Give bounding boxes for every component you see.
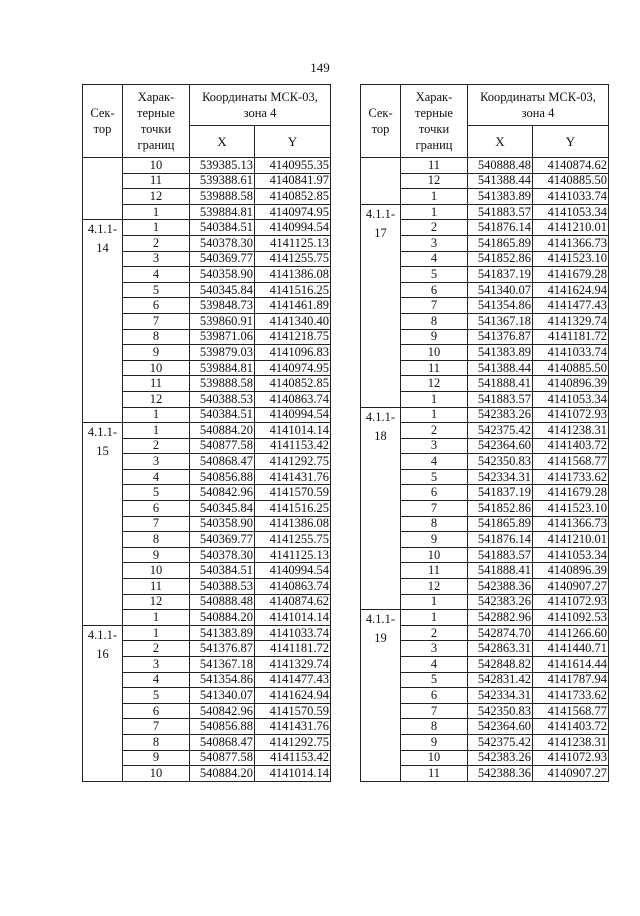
x-coordinate-cell: 542863.31 (468, 641, 533, 657)
y-coordinate-cell: 4141072.93 (533, 594, 609, 610)
point-number-cell: 3 (401, 641, 468, 657)
y-coordinate-cell: 4141053.34 (533, 547, 609, 563)
point-number-cell: 1 (123, 625, 190, 641)
y-coordinate-cell: 4141431.76 (255, 719, 331, 735)
point-number-cell: 11 (123, 376, 190, 392)
x-coordinate-cell: 540384.51 (190, 407, 255, 423)
x-coordinate-cell: 541354.86 (468, 298, 533, 314)
point-number-cell: 12 (123, 391, 190, 407)
x-coordinate-cell: 541340.07 (190, 688, 255, 704)
x-coordinate-cell: 541837.19 (468, 267, 533, 283)
point-number-cell: 1 (123, 423, 190, 439)
y-coordinate-cell: 4140852.85 (255, 376, 331, 392)
y-coordinate-cell: 4141679.28 (533, 485, 609, 501)
y-coordinate-cell: 4141787.94 (533, 672, 609, 688)
header-boundary-points: Харак-терные точки границ (123, 85, 190, 158)
x-coordinate-cell: 539848.73 (190, 298, 255, 314)
y-coordinate-cell: 4141238.31 (533, 734, 609, 750)
x-coordinate-cell: 540388.53 (190, 579, 255, 595)
x-coordinate-cell: 540345.84 (190, 282, 255, 298)
y-coordinate-cell: 4141072.93 (533, 750, 609, 766)
header-coordinates: Координаты МСК-03, зона 4 (468, 85, 609, 126)
point-number-cell: 8 (401, 313, 468, 329)
point-number-cell: 6 (123, 501, 190, 517)
y-coordinate-cell: 4141568.77 (533, 703, 609, 719)
y-coordinate-cell: 4141570.59 (255, 703, 331, 719)
x-coordinate-cell: 540384.51 (190, 563, 255, 579)
x-coordinate-cell: 540842.96 (190, 485, 255, 501)
point-number-cell: 8 (123, 532, 190, 548)
point-number-cell: 9 (123, 750, 190, 766)
x-coordinate-cell: 542848.82 (468, 657, 533, 673)
x-coordinate-cell: 539879.03 (190, 345, 255, 361)
point-number-cell: 2 (401, 220, 468, 236)
y-coordinate-cell: 4141210.01 (533, 532, 609, 548)
x-coordinate-cell: 541376.87 (468, 329, 533, 345)
point-number-cell: 3 (123, 657, 190, 673)
point-number-cell: 8 (123, 734, 190, 750)
point-number-cell: 1 (401, 407, 468, 423)
point-number-cell: 1 (123, 204, 190, 220)
x-coordinate-cell: 542350.83 (468, 454, 533, 470)
y-coordinate-cell: 4140896.39 (533, 376, 609, 392)
x-coordinate-cell: 540842.96 (190, 703, 255, 719)
header-x: X (468, 126, 533, 158)
coordinates-table-left (82, 84, 331, 782)
point-number-cell: 6 (123, 298, 190, 314)
y-coordinate-cell: 4140885.50 (533, 173, 609, 189)
y-coordinate-cell: 4141266.60 (533, 625, 609, 641)
x-coordinate-cell: 540884.20 (190, 423, 255, 439)
x-coordinate-cell: 541883.57 (468, 547, 533, 563)
x-coordinate-cell: 539385.13 (190, 158, 255, 174)
y-coordinate-cell: 4141403.72 (533, 438, 609, 454)
x-coordinate-cell: 539888.58 (190, 376, 255, 392)
y-coordinate-cell: 4141033.74 (255, 625, 331, 641)
point-number-cell: 11 (123, 579, 190, 595)
x-coordinate-cell: 541852.86 (468, 501, 533, 517)
sector-cell: 4.1.1-18 (361, 407, 401, 610)
x-coordinate-cell: 539888.58 (190, 189, 255, 205)
x-coordinate-cell: 542350.83 (468, 703, 533, 719)
point-number-cell: 4 (401, 251, 468, 267)
x-coordinate-cell: 541852.86 (468, 251, 533, 267)
y-coordinate-cell: 4141440.71 (533, 641, 609, 657)
point-number-cell: 6 (401, 688, 468, 704)
x-coordinate-cell: 540877.58 (190, 438, 255, 454)
y-coordinate-cell: 4141053.34 (533, 204, 609, 220)
point-number-cell: 7 (123, 719, 190, 735)
header-coordinates: Координаты МСК-03, зона 4 (190, 85, 331, 126)
y-coordinate-cell: 4141125.13 (255, 547, 331, 563)
sector-cell: 4.1.1-19 (361, 610, 401, 782)
point-number-cell: 5 (123, 688, 190, 704)
point-number-cell: 11 (123, 173, 190, 189)
y-coordinate-cell: 4141516.25 (255, 501, 331, 517)
header-y: Y (533, 126, 609, 158)
y-coordinate-cell: 4141733.62 (533, 469, 609, 485)
header-sector: Сек-тор (83, 85, 123, 158)
y-coordinate-cell: 4140974.95 (255, 204, 331, 220)
y-coordinate-cell: 4141523.10 (533, 501, 609, 517)
x-coordinate-cell: 540877.58 (190, 750, 255, 766)
x-coordinate-cell: 540358.90 (190, 267, 255, 283)
x-coordinate-cell: 541383.89 (468, 345, 533, 361)
point-number-cell: 9 (123, 547, 190, 563)
y-coordinate-cell: 4141366.73 (533, 235, 609, 251)
x-coordinate-cell: 542334.31 (468, 469, 533, 485)
x-coordinate-cell: 541865.89 (468, 235, 533, 251)
point-number-cell: 7 (401, 703, 468, 719)
x-coordinate-cell: 542383.26 (468, 750, 533, 766)
x-coordinate-cell: 541340.07 (468, 282, 533, 298)
x-coordinate-cell: 541367.18 (468, 313, 533, 329)
point-number-cell: 1 (401, 391, 468, 407)
x-coordinate-cell: 542383.26 (468, 594, 533, 610)
y-coordinate-cell: 4141014.14 (255, 423, 331, 439)
x-coordinate-cell: 540369.77 (190, 251, 255, 267)
x-coordinate-cell: 540378.30 (190, 547, 255, 563)
point-number-cell: 9 (123, 345, 190, 361)
point-number-cell: 9 (401, 329, 468, 345)
table-row (361, 407, 609, 423)
point-number-cell: 6 (401, 282, 468, 298)
y-coordinate-cell: 4141153.42 (255, 438, 331, 454)
x-coordinate-cell: 542874.70 (468, 625, 533, 641)
point-number-cell: 10 (123, 563, 190, 579)
y-coordinate-cell: 4140885.50 (533, 360, 609, 376)
y-coordinate-cell: 4141733.62 (533, 688, 609, 704)
y-coordinate-cell: 4141403.72 (533, 719, 609, 735)
point-number-cell: 1 (123, 407, 190, 423)
point-number-cell: 2 (123, 641, 190, 657)
y-coordinate-cell: 4141096.83 (255, 345, 331, 361)
point-number-cell: 10 (401, 345, 468, 361)
point-number-cell: 8 (401, 719, 468, 735)
point-number-cell: 3 (401, 235, 468, 251)
point-number-cell: 7 (123, 516, 190, 532)
point-number-cell: 5 (401, 267, 468, 283)
header-boundary-points: Харак-терные точки границ (401, 85, 468, 158)
y-coordinate-cell: 4141238.31 (533, 423, 609, 439)
y-coordinate-cell: 4141329.74 (255, 657, 331, 673)
x-coordinate-cell: 541383.89 (190, 625, 255, 641)
table-row (361, 610, 609, 626)
x-coordinate-cell: 541837.19 (468, 485, 533, 501)
y-coordinate-cell: 4140994.54 (255, 220, 331, 236)
header-y: Y (255, 126, 331, 158)
point-number-cell: 2 (401, 423, 468, 439)
x-coordinate-cell: 540856.88 (190, 469, 255, 485)
x-coordinate-cell: 542388.36 (468, 579, 533, 595)
x-coordinate-cell: 541888.41 (468, 563, 533, 579)
y-coordinate-cell: 4141614.44 (533, 657, 609, 673)
point-number-cell: 7 (401, 298, 468, 314)
y-coordinate-cell: 4141340.40 (255, 313, 331, 329)
y-coordinate-cell: 4141210.01 (533, 220, 609, 236)
point-number-cell: 9 (401, 734, 468, 750)
x-coordinate-cell: 540388.53 (190, 391, 255, 407)
x-coordinate-cell: 542334.31 (468, 688, 533, 704)
y-coordinate-cell: 4140874.62 (255, 594, 331, 610)
y-coordinate-cell: 4141255.75 (255, 251, 331, 267)
x-coordinate-cell: 541376.87 (190, 641, 255, 657)
sector-cell (361, 158, 401, 205)
point-number-cell: 5 (401, 469, 468, 485)
point-number-cell: 12 (123, 594, 190, 610)
y-coordinate-cell: 4141181.72 (255, 641, 331, 657)
sector-cell: 4.1.1-17 (361, 204, 401, 407)
point-number-cell: 11 (401, 766, 468, 782)
table-body (361, 158, 609, 782)
point-number-cell: 11 (401, 563, 468, 579)
x-coordinate-cell: 539884.81 (190, 360, 255, 376)
coordinates-table-right (360, 84, 609, 782)
y-coordinate-cell: 4140841.97 (255, 173, 331, 189)
point-number-cell: 8 (123, 329, 190, 345)
point-number-cell: 1 (401, 189, 468, 205)
point-number-cell: 10 (401, 547, 468, 563)
y-coordinate-cell: 4140955.35 (255, 158, 331, 174)
x-coordinate-cell: 541388.44 (468, 360, 533, 376)
y-coordinate-cell: 4141386.08 (255, 516, 331, 532)
point-number-cell: 4 (401, 454, 468, 470)
x-coordinate-cell: 541883.57 (468, 204, 533, 220)
point-number-cell: 5 (401, 672, 468, 688)
x-coordinate-cell: 540358.90 (190, 516, 255, 532)
y-coordinate-cell: 4141329.74 (533, 313, 609, 329)
y-coordinate-cell: 4140896.39 (533, 563, 609, 579)
y-coordinate-cell: 4141218.75 (255, 329, 331, 345)
x-coordinate-cell: 540856.88 (190, 719, 255, 735)
y-coordinate-cell: 4141523.10 (533, 251, 609, 267)
y-coordinate-cell: 4141153.42 (255, 750, 331, 766)
header-sector: Сек-тор (361, 85, 401, 158)
point-number-cell: 5 (123, 485, 190, 501)
table-row (83, 625, 331, 641)
point-number-cell: 2 (123, 438, 190, 454)
point-number-cell: 2 (401, 625, 468, 641)
y-coordinate-cell: 4141255.75 (255, 532, 331, 548)
x-coordinate-cell: 541354.86 (190, 672, 255, 688)
table-row (83, 158, 331, 174)
point-number-cell: 7 (123, 313, 190, 329)
x-coordinate-cell: 542364.60 (468, 438, 533, 454)
table-body (83, 158, 331, 782)
page-number: 149 (310, 60, 330, 75)
x-coordinate-cell: 541883.57 (468, 391, 533, 407)
y-coordinate-cell: 4141292.75 (255, 454, 331, 470)
point-number-cell: 12 (401, 579, 468, 595)
point-number-cell: 4 (123, 672, 190, 688)
x-coordinate-cell: 542375.42 (468, 423, 533, 439)
x-coordinate-cell: 542882.96 (468, 610, 533, 626)
x-coordinate-cell: 542383.26 (468, 407, 533, 423)
y-coordinate-cell: 4141292.75 (255, 734, 331, 750)
y-coordinate-cell: 4141386.08 (255, 267, 331, 283)
y-coordinate-cell: 4141477.43 (255, 672, 331, 688)
point-number-cell: 9 (401, 532, 468, 548)
x-coordinate-cell: 541367.18 (190, 657, 255, 673)
point-number-cell: 1 (401, 204, 468, 220)
x-coordinate-cell: 539871.06 (190, 329, 255, 345)
y-coordinate-cell: 4141014.14 (255, 766, 331, 782)
x-coordinate-cell: 540888.48 (190, 594, 255, 610)
point-number-cell: 4 (123, 469, 190, 485)
point-number-cell: 12 (401, 173, 468, 189)
point-number-cell: 6 (401, 485, 468, 501)
y-coordinate-cell: 4141125.13 (255, 235, 331, 251)
point-number-cell: 11 (401, 158, 468, 174)
point-number-cell: 12 (401, 376, 468, 392)
sector-cell (83, 158, 123, 220)
x-coordinate-cell: 540884.20 (190, 610, 255, 626)
y-coordinate-cell: 4141570.59 (255, 485, 331, 501)
x-coordinate-cell: 541865.89 (468, 516, 533, 532)
x-coordinate-cell: 540378.30 (190, 235, 255, 251)
point-number-cell: 7 (401, 501, 468, 517)
sector-cell: 4.1.1-15 (83, 423, 123, 626)
x-coordinate-cell: 541383.89 (468, 189, 533, 205)
x-coordinate-cell: 542831.42 (468, 672, 533, 688)
y-coordinate-cell: 4140852.85 (255, 189, 331, 205)
y-coordinate-cell: 4141181.72 (533, 329, 609, 345)
point-number-cell: 11 (401, 360, 468, 376)
y-coordinate-cell: 4140907.27 (533, 766, 609, 782)
point-number-cell: 10 (401, 750, 468, 766)
table-row (83, 220, 331, 236)
x-coordinate-cell: 539860.91 (190, 313, 255, 329)
point-number-cell: 3 (401, 438, 468, 454)
y-coordinate-cell: 4141053.34 (533, 391, 609, 407)
y-coordinate-cell: 4141431.76 (255, 469, 331, 485)
y-coordinate-cell: 4141568.77 (533, 454, 609, 470)
point-number-cell: 3 (123, 251, 190, 267)
point-number-cell: 4 (123, 267, 190, 283)
point-number-cell: 6 (123, 703, 190, 719)
point-number-cell: 1 (401, 594, 468, 610)
y-coordinate-cell: 4140974.95 (255, 360, 331, 376)
x-coordinate-cell: 540868.47 (190, 454, 255, 470)
point-number-cell: 10 (123, 360, 190, 376)
x-coordinate-cell: 542375.42 (468, 734, 533, 750)
point-number-cell: 4 (401, 657, 468, 673)
point-number-cell: 3 (123, 454, 190, 470)
x-coordinate-cell: 539388.61 (190, 173, 255, 189)
x-coordinate-cell: 539884.81 (190, 204, 255, 220)
y-coordinate-cell: 4140994.54 (255, 563, 331, 579)
x-coordinate-cell: 541888.41 (468, 376, 533, 392)
x-coordinate-cell: 541876.14 (468, 220, 533, 236)
x-coordinate-cell: 540384.51 (190, 220, 255, 236)
y-coordinate-cell: 4141461.89 (255, 298, 331, 314)
y-coordinate-cell: 4140874.62 (533, 158, 609, 174)
x-coordinate-cell: 541388.44 (468, 173, 533, 189)
sector-cell: 4.1.1-14 (83, 220, 123, 423)
x-coordinate-cell: 540369.77 (190, 532, 255, 548)
sector-cell: 4.1.1-16 (83, 625, 123, 781)
x-coordinate-cell: 540888.48 (468, 158, 533, 174)
point-number-cell: 5 (123, 282, 190, 298)
y-coordinate-cell: 4141477.43 (533, 298, 609, 314)
y-coordinate-cell: 4141033.74 (533, 345, 609, 361)
y-coordinate-cell: 4141624.94 (533, 282, 609, 298)
x-coordinate-cell: 541876.14 (468, 532, 533, 548)
table-row (361, 204, 609, 220)
y-coordinate-cell: 4141679.28 (533, 267, 609, 283)
x-coordinate-cell: 540345.84 (190, 501, 255, 517)
y-coordinate-cell: 4140994.54 (255, 407, 331, 423)
y-coordinate-cell: 4141366.73 (533, 516, 609, 532)
y-coordinate-cell: 4141072.93 (533, 407, 609, 423)
point-number-cell: 10 (123, 158, 190, 174)
x-coordinate-cell: 540884.20 (190, 766, 255, 782)
y-coordinate-cell: 4140863.74 (255, 579, 331, 595)
x-coordinate-cell: 542388.36 (468, 766, 533, 782)
point-number-cell: 1 (401, 610, 468, 626)
point-number-cell: 12 (123, 189, 190, 205)
y-coordinate-cell: 4141033.74 (533, 189, 609, 205)
y-coordinate-cell: 4141624.94 (255, 688, 331, 704)
table-row (361, 158, 609, 174)
x-coordinate-cell: 542364.60 (468, 719, 533, 735)
y-coordinate-cell: 4141014.14 (255, 610, 331, 626)
y-coordinate-cell: 4141516.25 (255, 282, 331, 298)
point-number-cell: 8 (401, 516, 468, 532)
x-coordinate-cell: 540868.47 (190, 734, 255, 750)
point-number-cell: 1 (123, 610, 190, 626)
y-coordinate-cell: 4140907.27 (533, 579, 609, 595)
table-row (83, 423, 331, 439)
header-x: X (190, 126, 255, 158)
point-number-cell: 2 (123, 235, 190, 251)
y-coordinate-cell: 4141092.53 (533, 610, 609, 626)
y-coordinate-cell: 4140863.74 (255, 391, 331, 407)
point-number-cell: 10 (123, 766, 190, 782)
point-number-cell: 1 (123, 220, 190, 236)
